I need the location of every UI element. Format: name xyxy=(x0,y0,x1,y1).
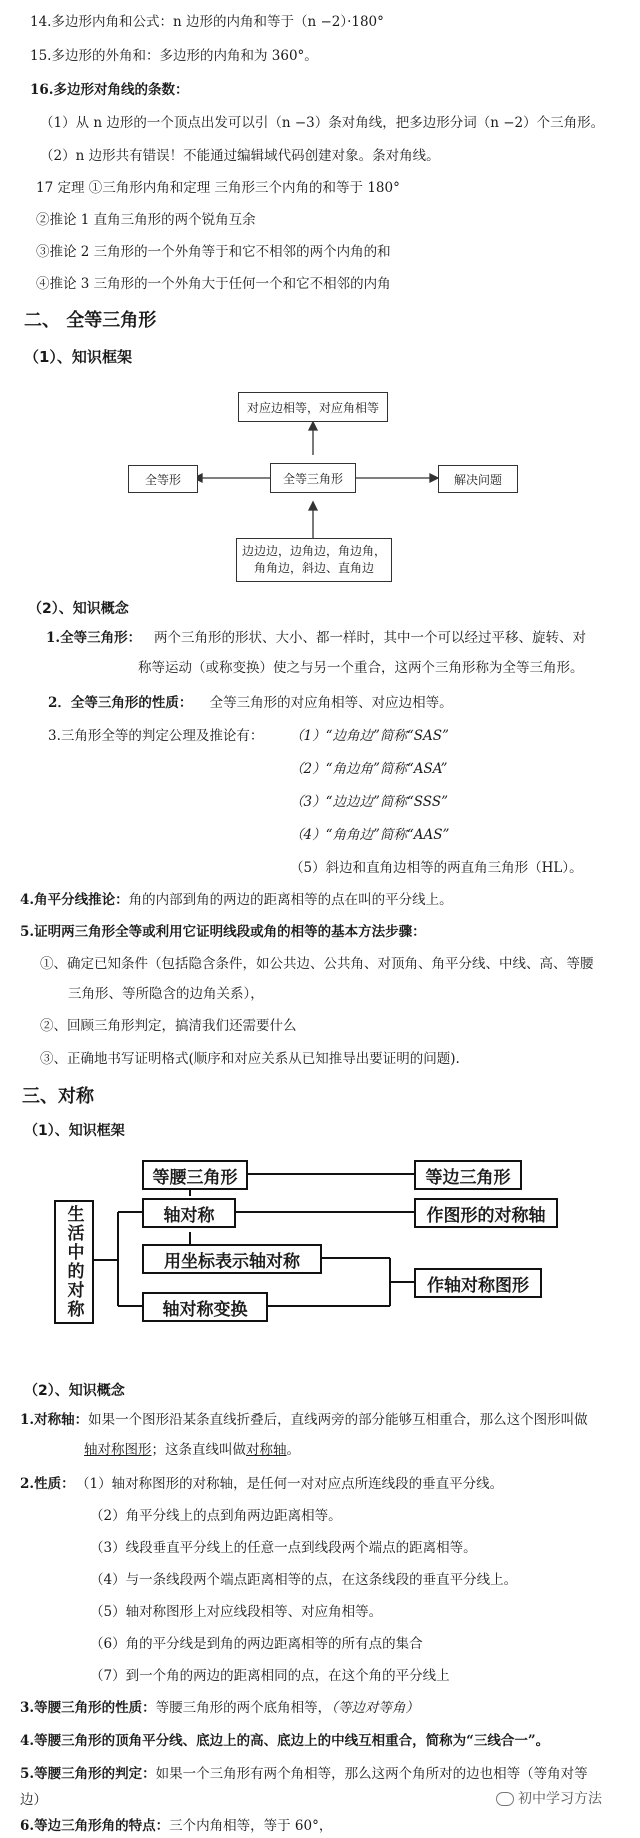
symmetry-c2-item-5: （5）轴对称图形上对应线段相等、对应角相等。 xyxy=(90,1604,383,1620)
symmetry-box-draw-axis: 作图形的对称轴 xyxy=(414,1198,558,1228)
congruent-concept-title: （2）、知识概念 xyxy=(28,601,129,617)
symmetry-c1-line2 xyxy=(84,1440,300,1460)
symmetry-c2-item-3: （3）线段垂直平分线上的任意一点到线段两个端点的距离相等。 xyxy=(90,1540,477,1556)
congruent-box-bottom-line1: 边边边，边角边，角边角， xyxy=(241,544,386,558)
symmetry-box-axis: 轴对称 xyxy=(142,1198,236,1228)
polygon-l17d: ④推论 3 三角形的一个外角大于任何一个和它不相邻的内角 xyxy=(36,276,391,292)
symmetry-c5-label: 5.等腰三角形的判定： xyxy=(20,1766,156,1782)
symmetry-c1-term-axis: 对称轴 xyxy=(246,1442,287,1458)
polygon-l17b: ②推论 1 直角三角形的两个锐角互余 xyxy=(36,212,256,228)
symmetry-box-draw-fig: 作轴对称图形 xyxy=(414,1268,542,1298)
symmetry-heading: 三、对称 xyxy=(22,1086,94,1107)
symmetry-box-transform: 轴对称变换 xyxy=(142,1292,268,1322)
symmetry-c1-line2b: ；这条直线叫做 xyxy=(151,1442,246,1458)
wechat-icon xyxy=(496,1792,514,1806)
symmetry-c2-item-1: （1）轴对称图形的对称轴，是任何一对对应点所连线段的垂直平分线。 xyxy=(76,1476,504,1492)
symmetry-framework-title: （1）、知识框架 xyxy=(24,1123,125,1139)
congruent-d5-s3: ③、正确地书写证明格式(顺序和对应关系从已知推导出要证明的问题). xyxy=(40,1051,460,1067)
symmetry-c1-label: 1.对称轴： xyxy=(20,1412,89,1428)
congruent-d3-item-2: （2）“角边角”简称“ASA” xyxy=(290,761,448,777)
congruent-d5-s2: ②、回顾三角形判定，搞清我们还需要什么 xyxy=(40,1018,297,1034)
congruent-d5-s1b: 三角形、等所隐含的边角关系）， xyxy=(68,986,264,1002)
watermark xyxy=(496,1788,602,1808)
symmetry-c1-term-figure: 轴对称图形 xyxy=(84,1442,152,1458)
watermark-text: 初中学习方法 xyxy=(518,1791,602,1807)
symmetry-box-life: 生活中的对称 xyxy=(54,1200,94,1324)
congruent-d1-label: 1.全等三角形： xyxy=(46,630,142,646)
polygon-l17c: ③推论 2 三角形的一个外角等于和它不相邻的两个内角的和 xyxy=(36,244,391,260)
congruent-d5-s1a: ①、确定已知条件（包括隐含条件，如公共边、公共角、对顶角、角平分线、中线、高、等腰 xyxy=(40,956,594,972)
polygon-l17: 17 定理 ①三角形内角和定理 三角形三个内角的和等于 180° xyxy=(36,180,400,196)
symmetry-c2-item-7: （7）到一个角的两边的距离相同的点，在这个角的平分线上 xyxy=(90,1668,450,1684)
congruent-d4-text: 角的内部到角的两边的距离相等的点在叫的平分线上。 xyxy=(128,892,453,908)
congruent-box-center: 全等三角形 xyxy=(270,463,356,493)
congruent-d4-label: 4.角平分线推论： xyxy=(20,892,129,908)
symmetry-c3-label: 3.等腰三角形的性质： xyxy=(20,1700,156,1716)
congruent-d3-label: 3.三角形全等的判定公理及推论有： xyxy=(48,728,264,744)
congruent-d5-label: 5.证明两三角形全等或利用它证明线段或角的相等的基本方法步骤： xyxy=(20,924,426,940)
symmetry-c1 xyxy=(20,1410,588,1430)
polygon-l15: 15.多边形的外角和：多边形的内角和为 360°。 xyxy=(30,48,318,64)
symmetry-c5-line2: 边） xyxy=(20,1792,47,1808)
polygon-l16a: （1）从 n 边形的一个顶点出发可以引（n −3）条对角线，把多边形分词（n −2）个三角形。 xyxy=(40,115,605,131)
congruent-box-top: 对应边相等，对应角相等 xyxy=(238,392,388,422)
polygon-l16b: （2）n 边形共有错误！不能通过编辑域代码创建对象。条对角线。 xyxy=(40,148,440,164)
polygon-l16: 16.多边形对角线的条数： xyxy=(30,82,189,98)
symmetry-box-equilateral: 等边三角形 xyxy=(414,1160,522,1190)
congruent-d1-line1: 两个三角形的形状、大小、都一样时，其中一个可以经过平移、旋转、对 xyxy=(153,630,586,646)
symmetry-c2-item-2: （2）角平分线上的点到角两边距离相等。 xyxy=(90,1508,342,1524)
symmetry-c6-label: 6.等边三角形角的特点： xyxy=(20,1818,170,1834)
congruent-box-left: 全等形 xyxy=(128,465,198,493)
congruent-d3-item-1: （1）“边角边”简称“SAS” xyxy=(290,728,449,744)
congruent-box-right: 解决问题 xyxy=(438,465,518,493)
symmetry-c3-note: （等边对等角） xyxy=(331,1700,419,1716)
polygon-l14: 14.多边形内角和公式：n 边形的内角和等于（n −2）·180° xyxy=(30,14,384,30)
symmetry-c3 xyxy=(20,1698,419,1718)
symmetry-c1-line1: 如果一个图形沿某条直线折叠后，直线两旁的部分能够互相重合，那么这个图形叫做 xyxy=(88,1412,588,1428)
symmetry-box-isosceles: 等腰三角形 xyxy=(142,1160,248,1190)
congruent-d2-text: 全等三角形的对应角相等、对应边相等。 xyxy=(209,695,453,711)
symmetry-c2-label: 2.性质： xyxy=(20,1476,75,1492)
symmetry-c5-text: 如果一个三角形有两个角相等，那么这两个角所对的边也相等（等角对等 xyxy=(155,1766,588,1782)
symmetry-c6-text: 三个内角相等，等于 60°， xyxy=(169,1818,333,1834)
symmetry-concept-title: （2）、知识概念 xyxy=(24,1383,125,1399)
symmetry-c4: 4.等腰三角形的顶角平分线、底边上的高、底边上的中线互相重合，简称为“三线合一”。 xyxy=(20,1733,550,1749)
symmetry-c6 xyxy=(20,1816,332,1836)
congruent-d3-item-5: （5）斜边和直角边相等的两直角三角形（HL）。 xyxy=(290,860,583,876)
congruent-framework-title: （1）、知识框架 xyxy=(24,348,132,366)
symmetry-c2-item-6: （6）角的平分线是到角的两边距离相等的所有点的集合 xyxy=(90,1636,423,1652)
congruent-d3-item-3: （3）“边边边”简称“SSS” xyxy=(290,794,448,810)
congruent-heading: 二、 全等三角形 xyxy=(24,310,157,331)
symmetry-c2-item-4: （4）与一条线段两个端点距离相等的点，在这条线段的垂直平分线上。 xyxy=(90,1572,518,1588)
symmetry-c1-line2d: 。 xyxy=(286,1442,300,1458)
symmetry-box-coord: 用坐标表示轴对称 xyxy=(142,1244,322,1274)
congruent-d3-item-4: （4）“角角边”简称“AAS” xyxy=(290,827,450,843)
congruent-d1-line2: 称等运动（或称变换）使之与另一个重合，这两个三角形称为全等三角形。 xyxy=(138,660,584,676)
congruent-d2-label: 2．全等三角形的性质： xyxy=(48,695,193,711)
congruent-box-bottom-line2: 角角边，斜边、直角边 xyxy=(253,561,374,575)
symmetry-c3-text: 等腰三角形的两个底角相等， xyxy=(155,1700,332,1716)
symmetry-c5 xyxy=(20,1764,588,1784)
